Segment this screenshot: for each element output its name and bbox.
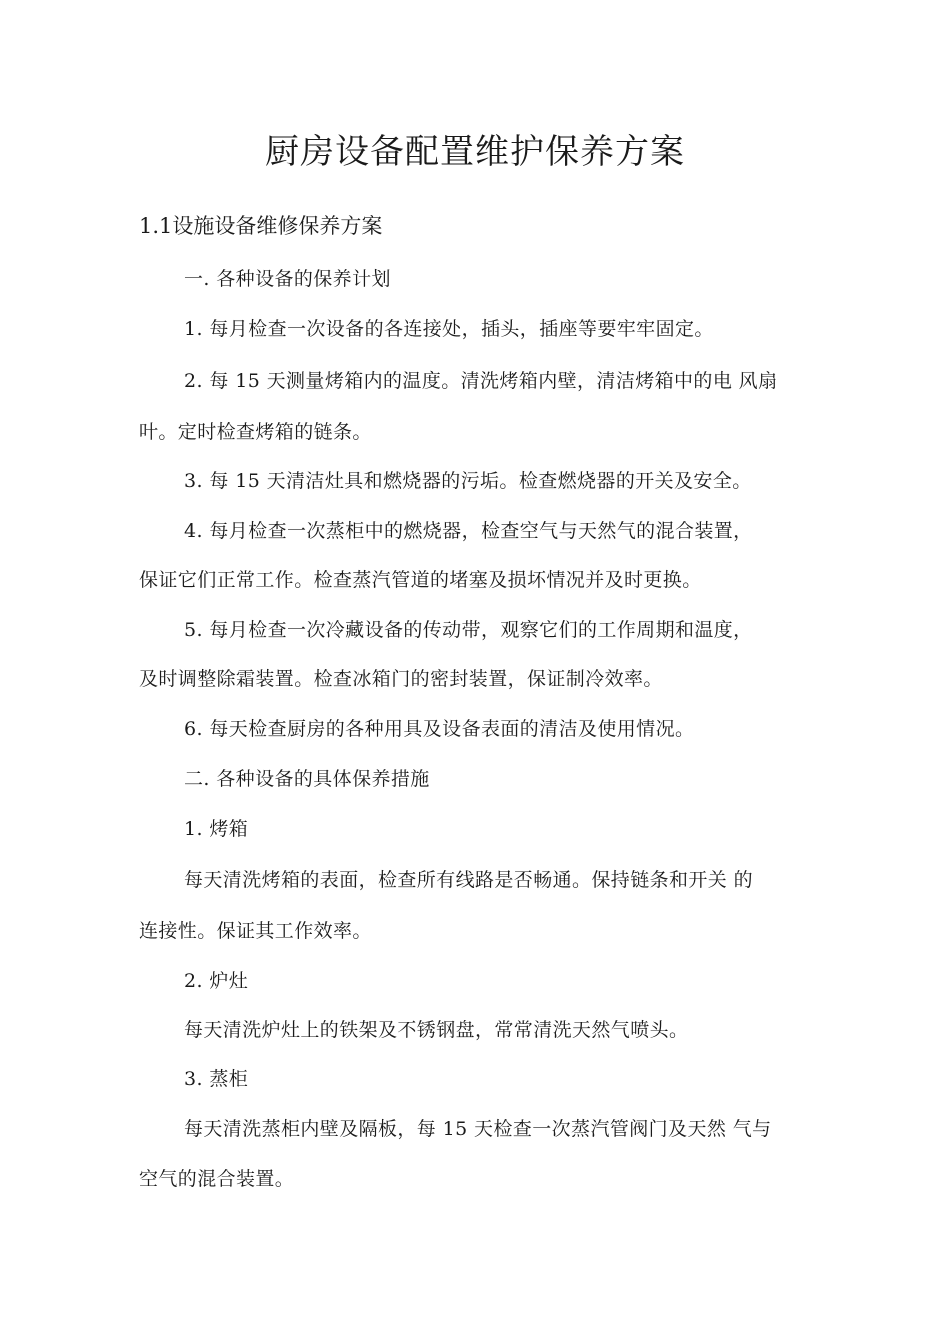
paragraph-line: 1. 烤箱 [184,818,249,840]
paragraph-line: 6. 每天检查厨房的各种用具及设备表面的清洁及使用情况。 [184,718,695,740]
document-title: 厨房设备配置维护保养方案 [265,132,685,172]
paragraph-line: 二. 各种设备的具体保养措施 [184,768,430,790]
paragraph-line: 连接性。保证其工作效率。 [139,920,372,942]
paragraph-line: 3. 每 15 天清洁灶具和燃烧器的污垢。检查燃烧器的开关及安全。 [184,470,752,492]
paragraph-line: 每天清洗蒸柜内壁及隔板，每 15 天检查一次蒸汽管阀门及天然 气与 [184,1118,772,1140]
paragraph-line: 5. 每月检查一次冷藏设备的传动带，观察它们的工作周期和温度， [184,619,753,641]
paragraph-line: 每天清洗炉灶上的铁架及不锈钢盘，常常清洗天然气喷头。 [184,1019,689,1041]
paragraph-line: 保证它们正常工作。检查蒸汽管道的堵塞及损坏情况并及时更换。 [139,569,702,591]
section-heading: 1.1设施设备维修保养方案 [139,214,383,238]
paragraph-line: 4. 每月检查一次蒸柜中的燃烧器，检查空气与天然气的混合装置， [184,520,753,542]
paragraph-line: 1. 每月检查一次设备的各连接处，插头，插座等要牢牢固定。 [184,318,714,340]
paragraph-line: 3. 蒸柜 [184,1068,249,1090]
paragraph-line: 一. 各种设备的保养计划 [184,268,391,290]
paragraph-line: 空气的混合装置。 [139,1168,295,1190]
paragraph-line: 每天清洗烤箱的表面，检查所有线路是否畅通。保持链条和开关 的 [184,869,754,891]
paragraph-line: 及时调整除霜装置。检查冰箱门的密封装置，保证制冷效率。 [139,668,663,690]
paragraph-line: 叶。定时检查烤箱的链条。 [139,421,372,443]
paragraph-line: 2. 每 15 天测量烤箱内的温度。清洗烤箱内壁，清洁烤箱中的电 风扇 [184,370,778,392]
paragraph-line: 2. 炉灶 [184,970,249,992]
